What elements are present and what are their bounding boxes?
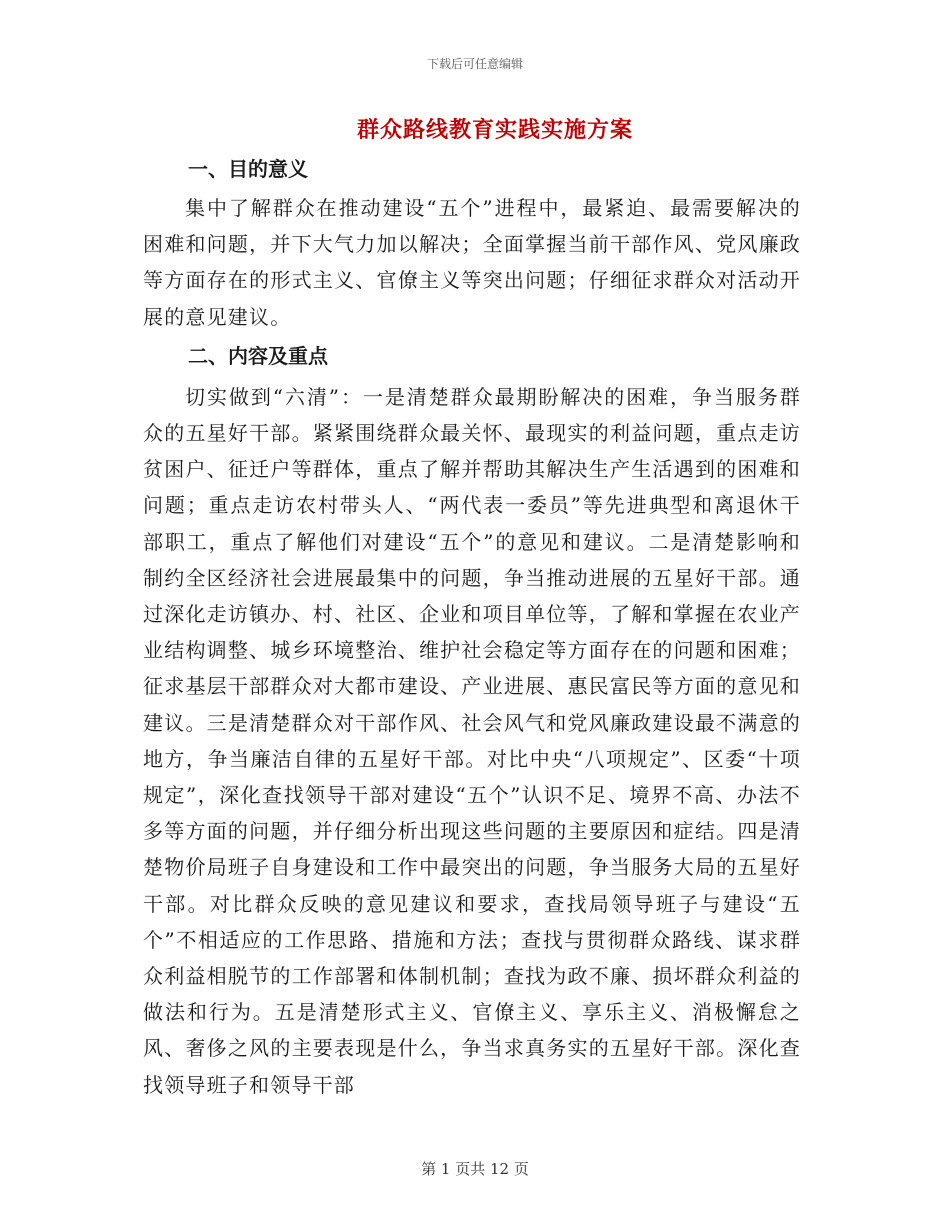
header-note: 下载后可任意编辑 <box>426 57 523 71</box>
section-heading-content: 二、内容及重点 <box>188 343 328 368</box>
section-paragraph-content: 切实做到“六清”：一是清楚群众最期盼解决的困难，争当服务群众的五星好干部。紧紧围绕群众最关怀、最现实的利益问题，重点走访贫困户、征迁户等群体，重点了解并帮助其解决生产生活遇到的困难和问题；重点走访农村带头人、“两代表一委员”等先进典型和离退休干部职工，重点了解他们对建设“五个”的意见和建议。二是清楚影响和制约全区经济社会进展最集中的问题，争当推动进展的五星好干部。通过深化走访镇办、村、社区、企业和项目单位等，了解和掌握在农业产业结构调整、城乡环境整治、维护社会稳定等方面存在的问题和困难；征求基层干部群众对大都市建设、产业进展、惠民富民等方面的意见和建议。三是清楚群众对干部作风、社会风气和党风廉政建设最不满意的地方，争当廉洁自律的五星好干部。对比中央“八项规定”、区委“十项规定”，深化查找领导干部对建设“五个”认识不足、境界不高、办法不多等方面的问题，并仔细分析出现这些问题的主要原因和症结。四是清楚物价局班子自身建设和工作中最突出的问题，争当服务大局的五星好干部。对比群众反映的意见建议和要求，查找局领导班子与建设“五个”不相适应的工作思路、措施和方法；查找与贯彻群众路线、谋求群众利益相脱节的工作部署和体制机制；查找为政不廉、损坏群众利益的做法和行为。五是清楚形式主义、官僚主义、享乐主义、消极懈怠之风、奢侈之风的主要表现是什么，争当求真务实的五星好干部。深化查找领导班子和领导干部 <box>143 384 801 1097</box>
section-heading-purpose: 一、目的意义 <box>188 157 308 181</box>
page-number-footer: 第 1 页共 12 页 <box>421 1160 529 1178</box>
section-paragraph-purpose: 集中了解群众在推动建设“五个”进程中，最紧迫、最需要解决的困难和问题，并下大气力加以解决；全面掌握当前干部作风、党风廉政等方面存在的形式主义、官僚主义等突出问题；仔细征求群众对活动开展的意见建议。 <box>143 196 801 329</box>
document-title: 群众路线教育实践实施方案 <box>356 117 633 143</box>
document-body <box>143 152 801 1103</box>
